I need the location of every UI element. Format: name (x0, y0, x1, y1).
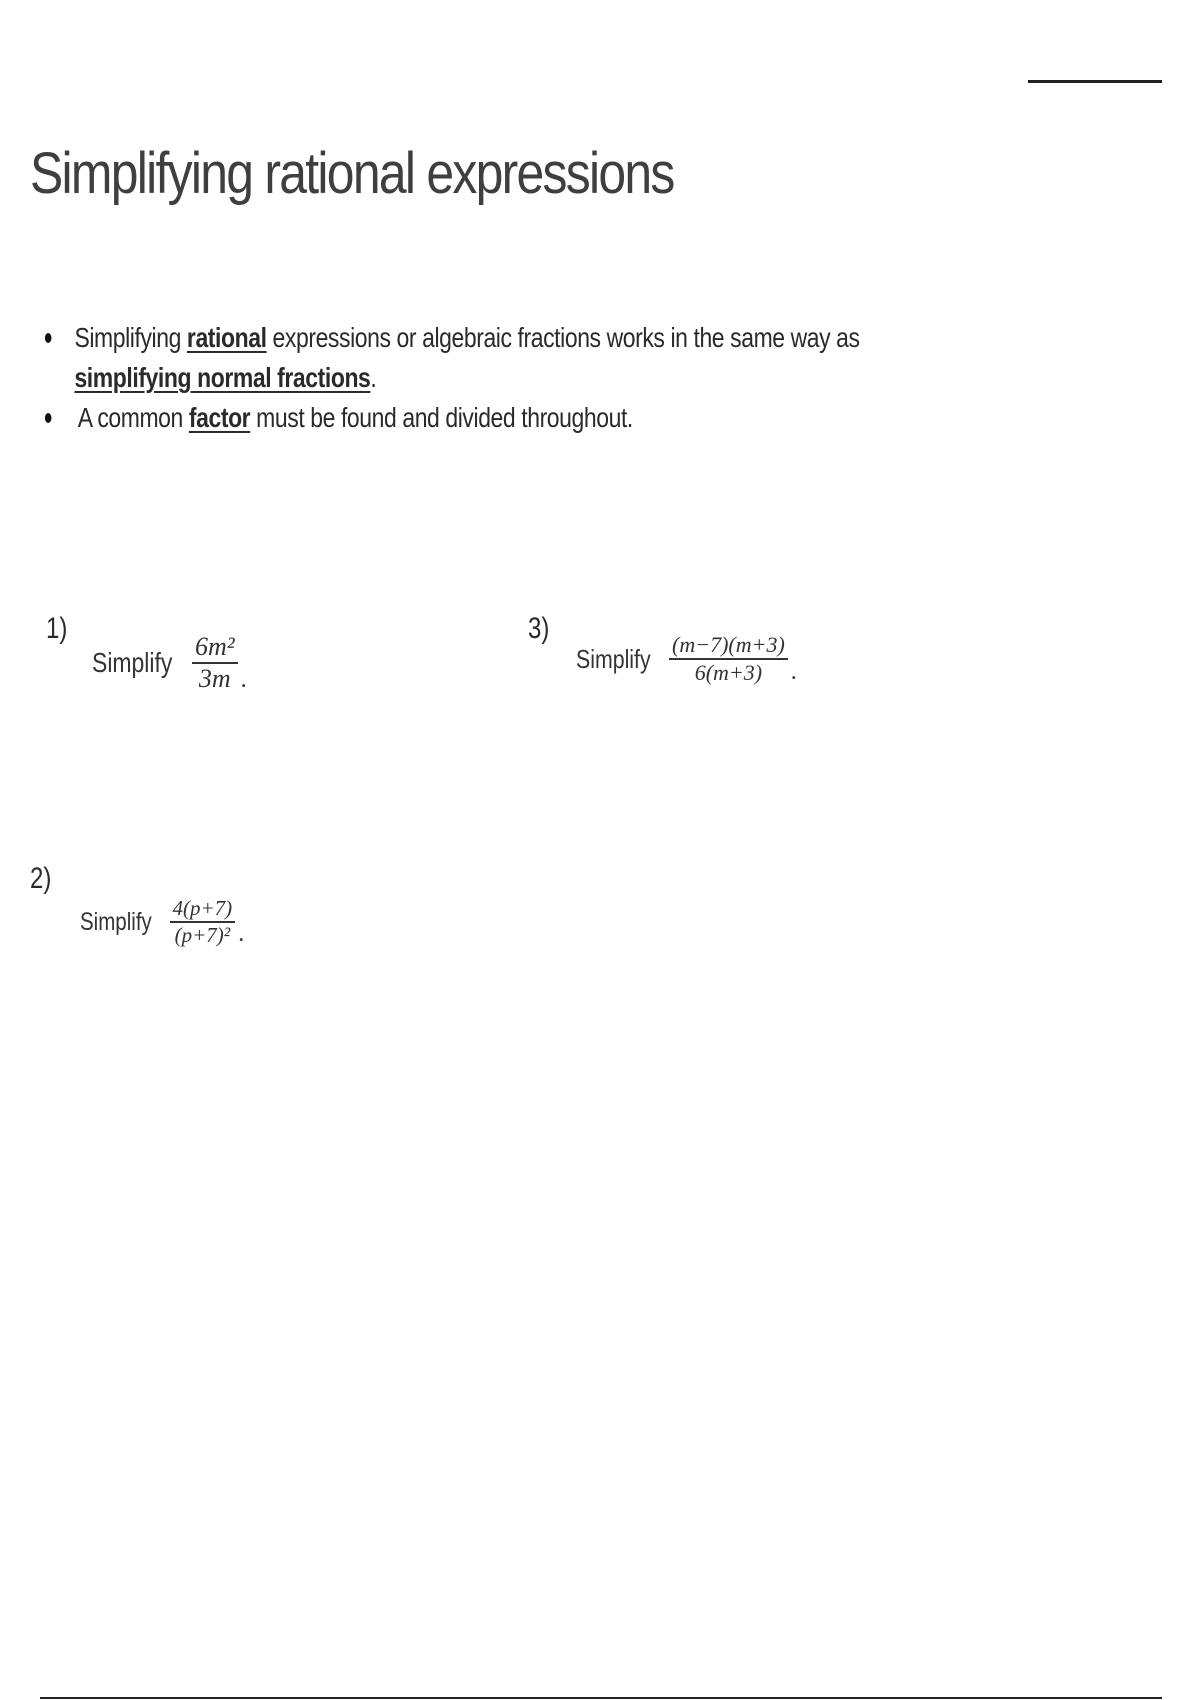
problem-instruction: Simplify (92, 647, 173, 678)
period: . (790, 659, 797, 685)
numerator: 6m² (192, 632, 238, 664)
problem-3 (576, 632, 797, 686)
period: . (240, 667, 247, 693)
bullet-item (40, 398, 860, 438)
page-title: Simplifying rational expressions (30, 141, 674, 206)
bullet-text: A common (77, 402, 189, 433)
question-number: 3) (528, 612, 550, 645)
question-number: 2) (30, 862, 52, 895)
problem-instruction: Simplify (576, 643, 651, 674)
denominator: (p+7)² (174, 923, 231, 947)
numerator: (m−7)(m+3) (669, 632, 788, 660)
keyword-simplifying-normal-fractions: simplifying normal fractions (74, 362, 371, 393)
period: . (238, 921, 245, 947)
fraction (192, 632, 238, 694)
keyword-factor: factor (188, 402, 251, 433)
bullet-text: Simplifying (74, 322, 187, 353)
question-number: 1) (46, 612, 68, 645)
bullet-list (40, 318, 1040, 438)
bullet-text: . (370, 362, 377, 393)
footer-rule (40, 1697, 1162, 1699)
problem-1 (92, 632, 247, 694)
bullet-item (40, 318, 860, 398)
problem-instruction: Simplify (80, 907, 152, 936)
denominator: 3m (198, 664, 231, 693)
bullet-text: expressions or algebraic fractions works in the same way as (266, 322, 860, 353)
numerator: 4(p+7) (170, 896, 236, 923)
fraction (170, 896, 236, 948)
bullet-dot-icon (45, 413, 52, 423)
bullet-text: must be found and divided throughout. (250, 402, 633, 433)
header-rule (1028, 80, 1162, 83)
fraction (669, 632, 788, 686)
keyword-rational: rational (186, 322, 267, 353)
denominator: 6(m+3) (694, 660, 763, 685)
problem-2 (80, 896, 244, 948)
bullet-dot-icon (45, 333, 52, 343)
bullet-continuation (74, 358, 859, 398)
